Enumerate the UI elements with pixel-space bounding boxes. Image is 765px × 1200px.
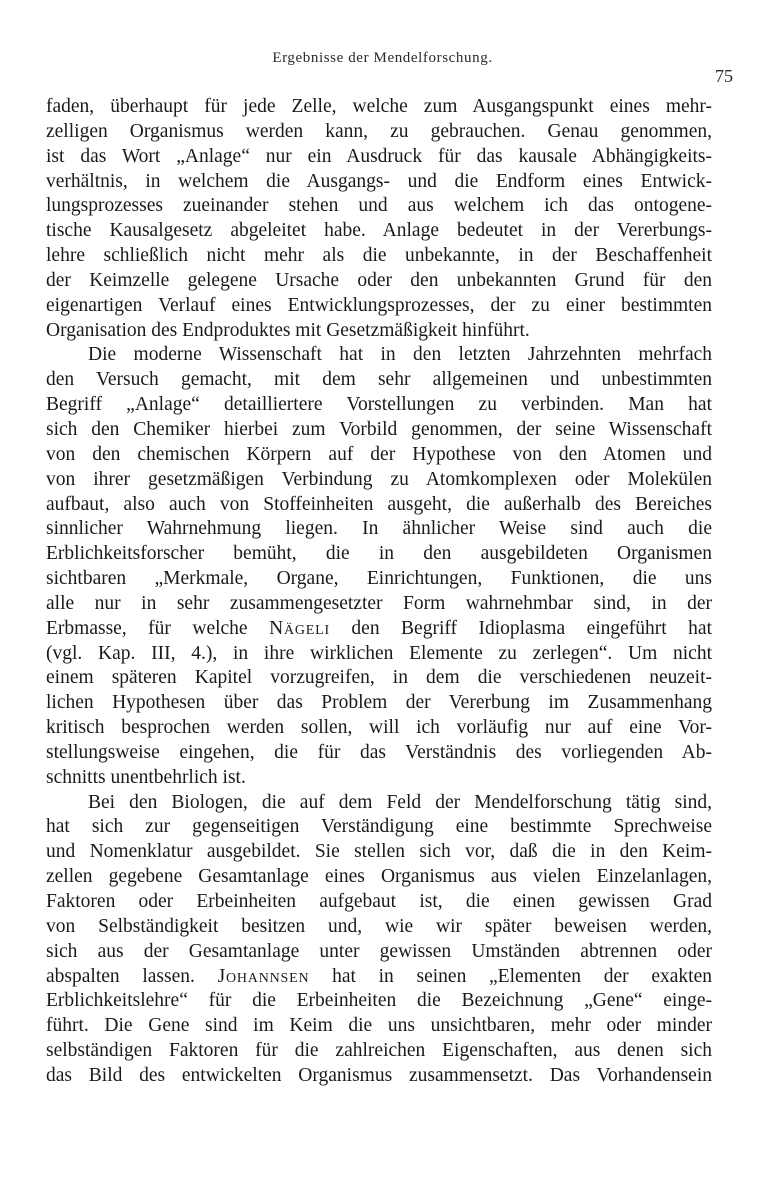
text-run: einem späteren Kapitel vorzugreifen, in dem die verschiedenen neuzeit-: [46, 667, 712, 689]
text-line: [46, 1014, 712, 1039]
text-line: [46, 592, 712, 617]
text-run: kritisch besprochen werden sollen, will ich vorläufig nur auf eine Vor-: [46, 717, 712, 739]
text-line: [46, 1039, 712, 1064]
text-line: [46, 219, 712, 244]
text-run: eigenartigen Verlauf eines Entwicklungsprozesses, der zu einer bestimmten: [46, 294, 712, 316]
text-run: sich aus der Gesamtanlage unter gewissen Umständen abtrennen oder: [46, 940, 712, 962]
text-run: ist das Wort „Anlage“ nur ein Ausdruck für das kausale Abhängigkeits-: [46, 145, 712, 167]
text-run: den Versuch gemacht, mit dem sehr allgemeinen und unbestimmten: [46, 369, 712, 391]
text-line: [46, 617, 712, 642]
text-line: [46, 170, 712, 195]
text-line: [46, 294, 712, 319]
text-run: verhältnis, in welchem die Ausgangs- und die Endform eines Entwick-: [46, 170, 712, 192]
text-run: und Nomenklatur ausgebildet. Sie stellen sich vor, daß die in den Keim-: [46, 841, 712, 863]
text-run: Faktoren oder Erbeinheiten aufgebaut ist, die einen gewissen Grad: [46, 891, 712, 912]
text-run: Bei den Biologen, die auf dem Feld der Mendelforschung tätig sind,: [88, 791, 712, 813]
text-line: [46, 517, 712, 542]
text-run: von ihrer gesetzmäßigen Verbindung zu Atomkomplexen oder Molekülen: [46, 468, 712, 490]
text-line: [46, 269, 712, 294]
text-run: führt. Die Gene sind im Keim die uns unsichtbaren, mehr oder minder: [46, 1015, 712, 1037]
text-line: [46, 890, 712, 915]
text-line: [46, 865, 712, 890]
text-line: [46, 567, 712, 592]
text-run: faden, überhaupt für jede Zelle, welche zum Ausgangspunkt eines mehr-: [46, 96, 712, 117]
text-line: [46, 145, 712, 170]
author-name: Johannsen: [217, 965, 310, 987]
text-run: aufbaut, also auch von Stoffeinheiten ausgeht, die außerhalb des Bereiches: [46, 493, 712, 515]
text-line: [46, 194, 712, 219]
text-run: sinnlicher Wahrnehmung liegen. In ähnlicher Weise sind auch die: [46, 518, 712, 540]
text-run: zellen gegebene Gesamtanlage eines Organismus aus vielen Einzelanlagen,: [46, 866, 712, 888]
text-line: [46, 741, 712, 766]
text-line: [46, 368, 712, 393]
text-line: [46, 716, 712, 741]
text-run: sichtbaren „Merkmale, Organe, Einrichtungen, Funktionen, die uns: [46, 568, 712, 590]
text-run: zelligen Organismus werden kann, zu gebrauchen. Genau genommen,: [46, 120, 712, 142]
text-line: [46, 95, 712, 120]
text-line: [46, 940, 712, 965]
text-run: hat in seinen „Elementen der exakten: [309, 965, 713, 987]
text-line: [46, 1064, 712, 1089]
text-line: [46, 542, 712, 567]
text-run: von den chemischen Körpern auf der Hypothese von den Atomen und: [46, 443, 712, 465]
text-run: Erblichkeitsforscher bemüht, die in den ausgebildeten Organismen: [46, 543, 712, 565]
text-run: alle nur in sehr zusammengesetzter Form wahrnehmbar sind, in der: [46, 592, 712, 614]
text-run: Die moderne Wissenschaft hat in den letzten Jahrzehnten mehrfach: [88, 344, 712, 366]
text-run: Erblichkeitslehre“ für die Erbeinheiten die Bezeichnung „Gene“ einge-: [46, 990, 712, 1012]
text-run: Begriff „Anlage“ detailliertere Vorstellungen zu verbinden. Man hat: [46, 394, 712, 416]
text-run: (vgl. Kap. III, 4.), in ihre wirklichen Elemente zu zerlegen“. Um nicht: [46, 642, 712, 664]
text-line: [46, 989, 712, 1014]
running-head: Ergebnisse der Mendelforschung.: [272, 50, 493, 66]
text-line: [46, 642, 712, 667]
text-run: selbständigen Faktoren für die zahlreichen Eigenschaften, aus denen sich: [46, 1040, 712, 1062]
text-run: den Begriff Idioplasma eingeführt hat: [329, 617, 713, 639]
text-run: hat sich zur gegenseitigen Verständigung eine bestimmte Sprechweise: [46, 816, 712, 838]
text-line: [46, 343, 712, 368]
text-line: [46, 443, 712, 468]
text-run: der Keimzelle gelegene Ursache oder den unbekannten Grund für den: [46, 269, 712, 291]
text-line: [46, 244, 712, 269]
text-line: [46, 120, 712, 145]
body-text: [46, 95, 712, 1089]
text-run: abspalten lassen.: [46, 965, 218, 987]
text-run: Organisation des Endproduktes mit Gesetzmäßigkeit hinführt.: [46, 319, 530, 341]
text-line: [46, 965, 712, 990]
text-run: schnitts unentbehrlich ist.: [46, 766, 246, 788]
text-line: [46, 666, 712, 691]
text-line: [46, 815, 712, 840]
text-line: [46, 493, 712, 518]
text-run: lungsprozesses zueinander stehen und aus welchem ich das ontogene-: [46, 195, 712, 217]
text-line: [46, 840, 712, 865]
text-run: stellungsweise eingehen, die für das Verständnis des vorliegenden Ab-: [46, 741, 712, 763]
text-run: tische Kausalgesetz abgeleitet habe. Anlage bedeutet in der Vererbungs-: [46, 220, 712, 242]
text-run: das Bild des entwickelten Organismus zusammensetzt. Das Vorhandensein: [46, 1064, 712, 1086]
text-run: sich den Chemiker hierbei zum Vorbild genommen, der seine Wissenschaft: [46, 418, 712, 440]
page-number: 75: [715, 66, 733, 86]
text-run: lehre schließlich nicht mehr als die unbekannte, in der Beschaffenheit: [46, 245, 712, 267]
text-run: Erbmasse, für welche: [46, 617, 270, 639]
text-line: [46, 468, 712, 493]
text-line: [46, 691, 712, 716]
text-line: [46, 319, 712, 344]
text-line: [46, 393, 712, 418]
text-line: [46, 418, 712, 443]
text-line: [46, 915, 712, 940]
text-line: [46, 766, 712, 791]
text-line: [46, 791, 712, 816]
author-name: Nägeli: [269, 617, 330, 639]
text-run: lichen Hypothesen über das Problem der Vererbung im Zusammenhang: [46, 692, 712, 714]
text-run: von Selbständigkeit besitzen und, wie wir später beweisen werden,: [46, 915, 712, 937]
